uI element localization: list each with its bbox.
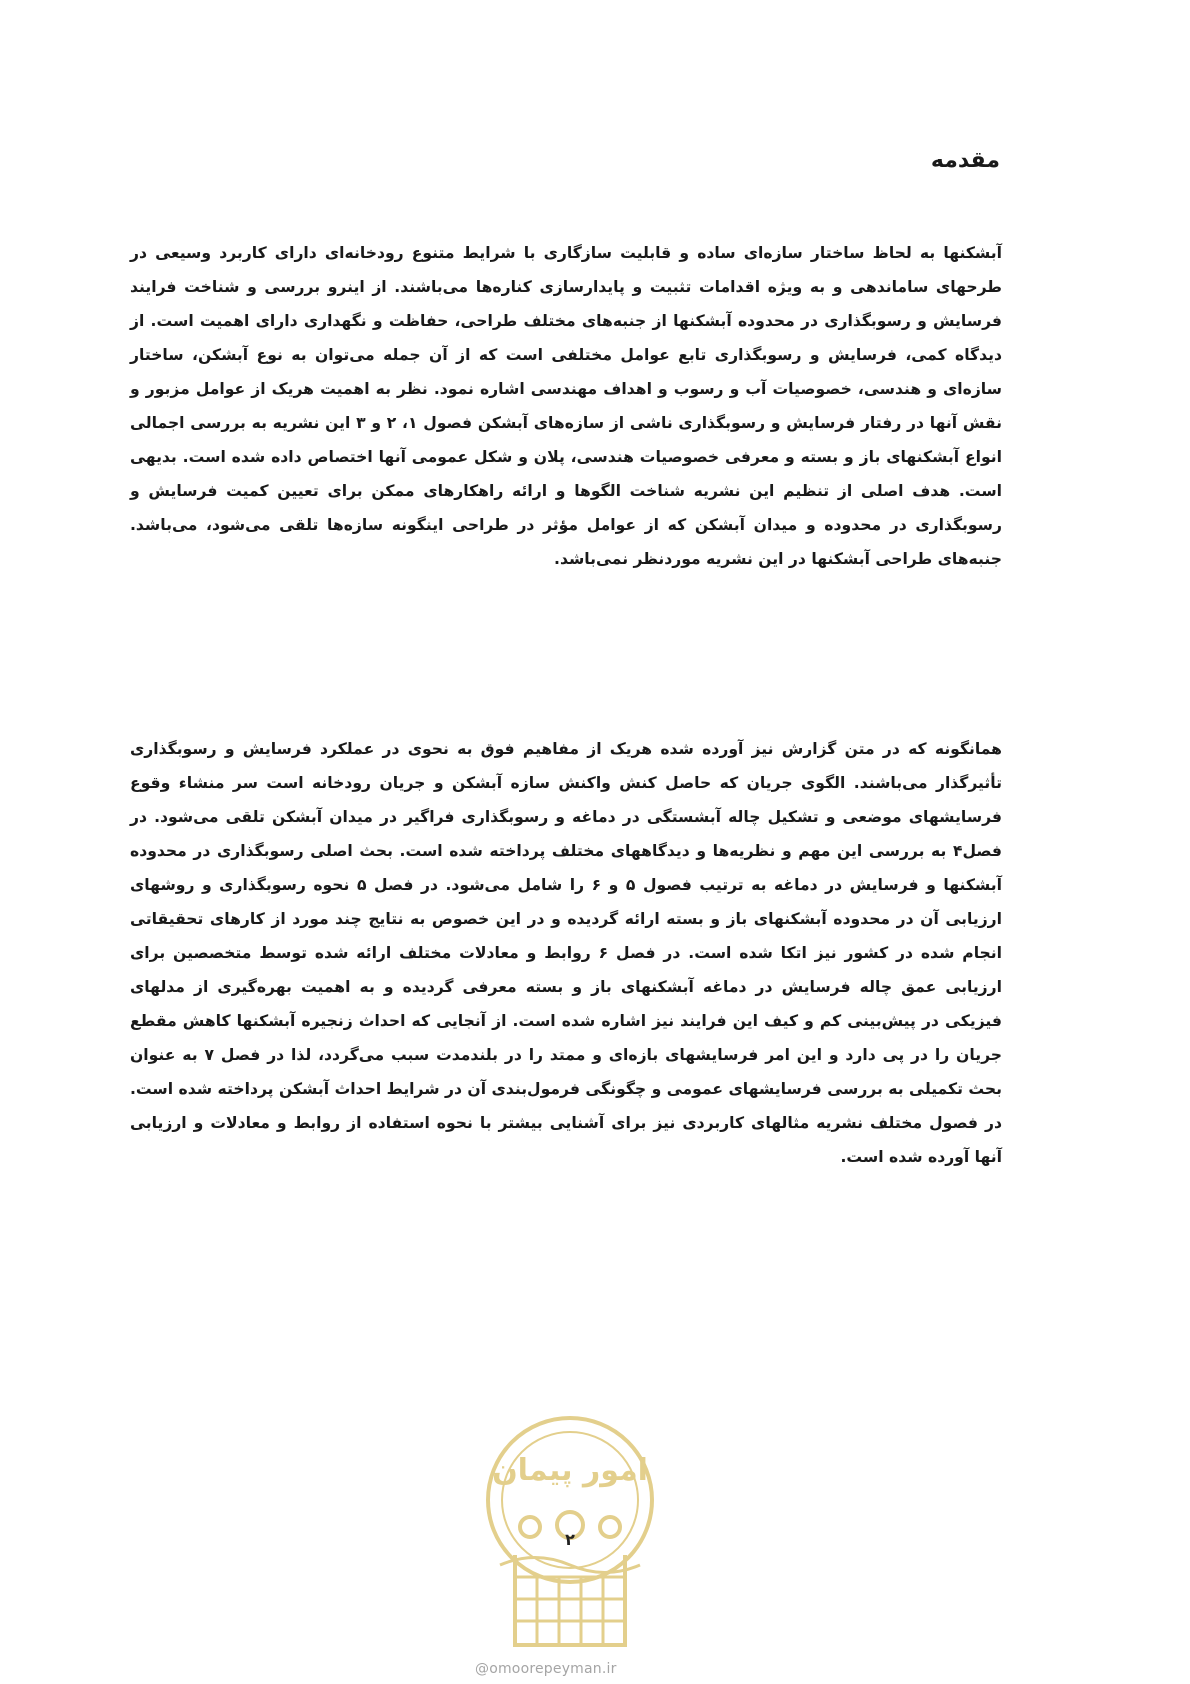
paragraph-2: همانگونه که در متن گزارش نیز آورده شده هریک از مفاهیم فوق به نحوی در عملکرد فرسایش و رسوبگذاری تأثیرگذار می‌باشند. الگوی جریان که حاصل کنش واکنش سازه آبشکن و جریان رودخانه است سر منشاء وقوع فرسایشهای موضعی و تشکیل چاله آبشستگی در دماغه و رسوبگذاری فراگیر در میدان آبشکن تلقی می‌شود. در فصل۴ به بررسی این مهم و نظریه‌ها و دیدگاههای مختلف پرداخته شده است. بحث اصلی رسوبگذاری در محدوده آبشکنها و فرسایش در دماغه به ترتیب فصول ۵ و ۶ را شامل می‌شود. در فصل ۵ نحوه رسوبگذاری و روشهای ارزیابی آن در محدوده آبشکنهای باز و بسته ارائه گردیده و در این خصوص به نتایج چند مورد از کارهای تحقیقاتی انجام شده در کشور نیز اتکا شده است. در فصل ۶ روابط و معادلات مختلف ارائه شده توسط متخصصین برای ارزیابی عمق چاله فرسایش در دماغه آبشکنهای باز و بسته معرفی گردیده و به اهمیت بهره‌گیری از مدلهای فیزیکی در پیش‌بینی کم و کیف این فرایند نیز اشاره شده است. از آنجایی که احداث زنجیره آبشکنها کاهش مقطع جریان را در پی دارد و این امر فرسایشهای بازه‌ای و ممتد را در بلندمدت سبب می‌گردد، لذا در فصل ۷ به عنوان بحث تکمیلی به بررسی فرسایشهای عمومی و چگونگی فرمول‌بندی آن در شرایط احداث آبشکن پرداخته شده است. در فصول مختلف نشریه مثالهای کاربردی نیز برای آشنایی بیشتر با نحوه استفاده از روابط و معادلات و ارزیابی آنها آورده شده است. [130,740,1003,1166]
page-number: ۲ [565,1530,575,1549]
at-icon: @ [475,1661,490,1677]
seal-text: امور پیمان [492,1453,648,1488]
paragraph-1: آبشکنها به لحاظ ساختار سازه‌ای ساده و قابلیت سازگاری با شرایط متنوع رودخانه‌ای دارای کاربرد وسیعی در طرحهای ساماندهی و به ویژه اقدامات تثبیت و پایدارسازی کناره‌ها می‌باشند. از اینرو بررسی و شناخت فرایند فرسایش و رسوبگذاری در محدوده آبشکنها از جنبه‌های مختلف طراحی، حفاظت و نگهداری دارای اهمیت است. از دیدگاه کمی، فرسایش و رسوبگذاری تابع عوامل مختلفی است که از آن جمله می‌توان به نوع آبشکن، ساختار سازه‌ای و هندسی، خصوصیات آب و رسوب و اهداف مهندسی اشاره نمود. نظر به اهمیت هریک از عوامل مزبور و نقش آنها در رفتار فرسایش و رسوبگذاری ناشی از سازه‌های آبشکن فصول ۱، ۲ و ۳ این نشریه به بررسی اجمالی انواع آبشکنهای باز و بسته و معرفی خصوصیات هندسی، پلان و شکل عمومی آنها اختصاص داده شده است. بدیهی است. هدف اصلی از تنظیم این نشریه شناخت الگوها و ارائه راهکارهای ممکن برای تعیین کمیت فرسایش و رسوبگذاری در محدوده و میدان آبشکن که از عوامل مؤثر در طراحی اینگونه سازه‌ها تلقی می‌شود، می‌باشد. جنبه‌های طراحی آبشکنها در این نشریه موردنظر نمی‌باشد. [130,244,1002,568]
section-heading: مقدمه [930,148,1000,173]
watermark [475,1661,715,1677]
watermark-text: omoorepeyman.ir [489,1661,617,1677]
